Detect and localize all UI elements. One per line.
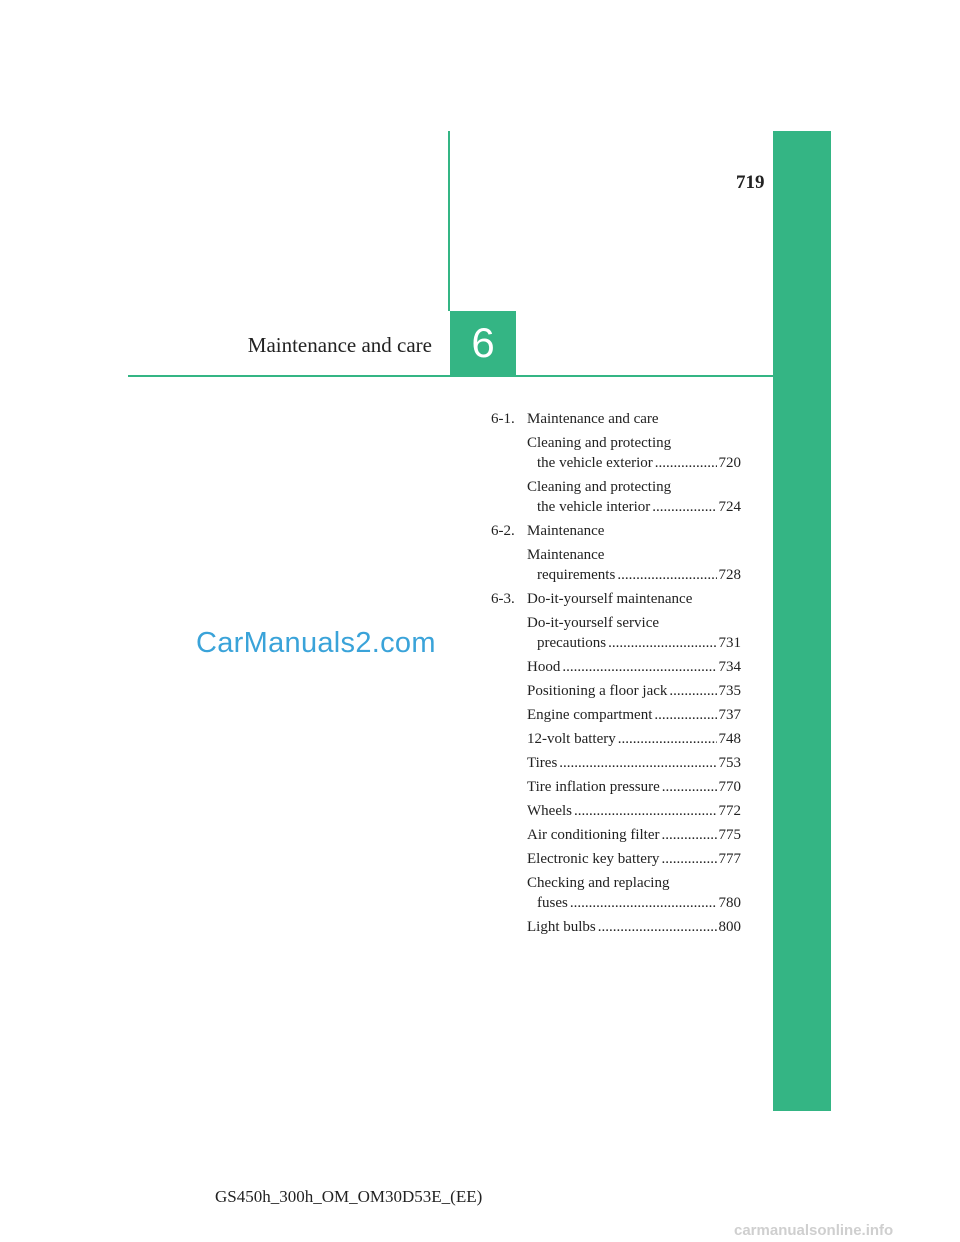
toc-entry-title-continued: requirements: [537, 567, 616, 583]
toc-entry[interactable]: [527, 873, 741, 913]
toc-page-number: 720: [718, 455, 741, 471]
toc-leader-dots: [661, 849, 716, 869]
toc-entry[interactable]: [527, 849, 741, 869]
toc-entry-title: Engine compartment: [527, 707, 653, 723]
toc-page-number: 734: [718, 659, 741, 675]
toc-section-title: Do-it-yourself maintenance: [527, 591, 693, 607]
toc-entry[interactable]: [527, 705, 741, 725]
toc-entry-title: Wheels: [527, 803, 572, 819]
toc-section-heading: [491, 521, 741, 541]
toc-entry[interactable]: [527, 613, 741, 653]
table-of-contents: [491, 409, 741, 941]
toc-section-number: 6-3.: [491, 591, 515, 607]
toc-entry-title: Positioning a floor jack: [527, 683, 668, 699]
toc-leader-dots: [574, 801, 717, 821]
toc-leader-dots: [608, 633, 716, 653]
toc-leader-dots: [669, 681, 716, 701]
watermark-footer: carmanualsonline.info: [734, 1222, 894, 1239]
toc-entry-title: Hood: [527, 659, 561, 675]
toc-section-heading: [491, 589, 741, 609]
toc-page-number: 735: [718, 683, 741, 699]
toc-entry[interactable]: [527, 477, 741, 517]
toc-page-number: 772: [718, 803, 741, 819]
toc-page-number: 770: [718, 779, 741, 795]
toc-leader-dots: [662, 777, 717, 797]
toc-entry[interactable]: [527, 753, 741, 773]
toc-entry[interactable]: [527, 825, 741, 845]
toc-leader-dots: [654, 705, 716, 725]
toc-entry[interactable]: [527, 681, 741, 701]
toc-page-number: 731: [718, 635, 741, 651]
toc-leader-dots: [617, 565, 716, 585]
toc-entry[interactable]: [527, 777, 741, 797]
toc-leader-dots: [562, 657, 716, 677]
toc-page-number: 737: [718, 707, 741, 723]
watermark-logo: CarManuals2.com: [196, 627, 436, 659]
toc-entry-title: Cleaning and protecting: [527, 435, 672, 451]
toc-entry[interactable]: [527, 545, 741, 585]
toc-leader-dots: [652, 497, 716, 517]
toc-page-number: 753: [718, 755, 741, 771]
toc-leader-dots: [559, 753, 716, 773]
toc-entry-title-continued: the vehicle exterior: [537, 455, 653, 471]
chapter-number-box: 6: [450, 311, 516, 375]
toc-page-number: 728: [718, 567, 741, 583]
toc-entry-title: Electronic key battery: [527, 851, 660, 867]
toc-section-number: 6-1.: [491, 411, 515, 427]
toc-leader-dots: [598, 917, 717, 937]
toc-leader-dots: [661, 825, 716, 845]
toc-entry[interactable]: [527, 433, 741, 473]
toc-section-heading: [491, 409, 741, 429]
toc-entry-title: Tires: [527, 755, 558, 771]
toc-entry-title-continued: precautions: [537, 635, 607, 651]
toc-page-number: 777: [718, 851, 741, 867]
chapter-title: Maintenance and care: [247, 333, 432, 357]
toc-entry-title: Do-it-yourself service: [527, 615, 660, 631]
toc-entry-title: 12-volt battery: [527, 731, 616, 747]
toc-page-number: 775: [718, 827, 741, 843]
toc-entry-title-continued: the vehicle interior: [537, 499, 651, 515]
toc-page-number: 748: [718, 731, 741, 747]
toc-entry-title: Air conditioning filter: [527, 827, 660, 843]
toc-entry-title: Cleaning and protecting: [527, 479, 672, 495]
footer-model-code: GS450h_300h_OM_OM30D53E_(EE): [215, 1187, 483, 1206]
page-number: 719: [736, 172, 765, 193]
toc-leader-dots: [655, 453, 717, 473]
toc-section-number: 6-2.: [491, 523, 515, 539]
toc-entry-title: Light bulbs: [527, 919, 596, 935]
toc-leader-dots: [570, 893, 717, 913]
toc-entry[interactable]: [527, 729, 741, 749]
toc-section-title: Maintenance and care: [527, 411, 659, 427]
toc-entry-title-continued: fuses: [537, 895, 568, 911]
chapter-side-tab: [773, 131, 831, 1111]
toc-entry[interactable]: [527, 657, 741, 677]
toc-leader-dots: [618, 729, 717, 749]
toc-entry[interactable]: [527, 917, 741, 937]
divider-vertical: [448, 131, 450, 311]
toc-entry-title: Maintenance: [527, 547, 605, 563]
toc-page-number: 800: [718, 919, 741, 935]
toc-entry-title: Tire inflation pressure: [527, 779, 660, 795]
toc-entry[interactable]: [527, 801, 741, 821]
toc-page-number: 724: [718, 499, 741, 515]
divider-horizontal: [128, 375, 773, 377]
toc-page-number: 780: [718, 895, 741, 911]
toc-entry-title: Checking and replacing: [527, 875, 670, 891]
toc-section-title: Maintenance: [527, 523, 605, 539]
